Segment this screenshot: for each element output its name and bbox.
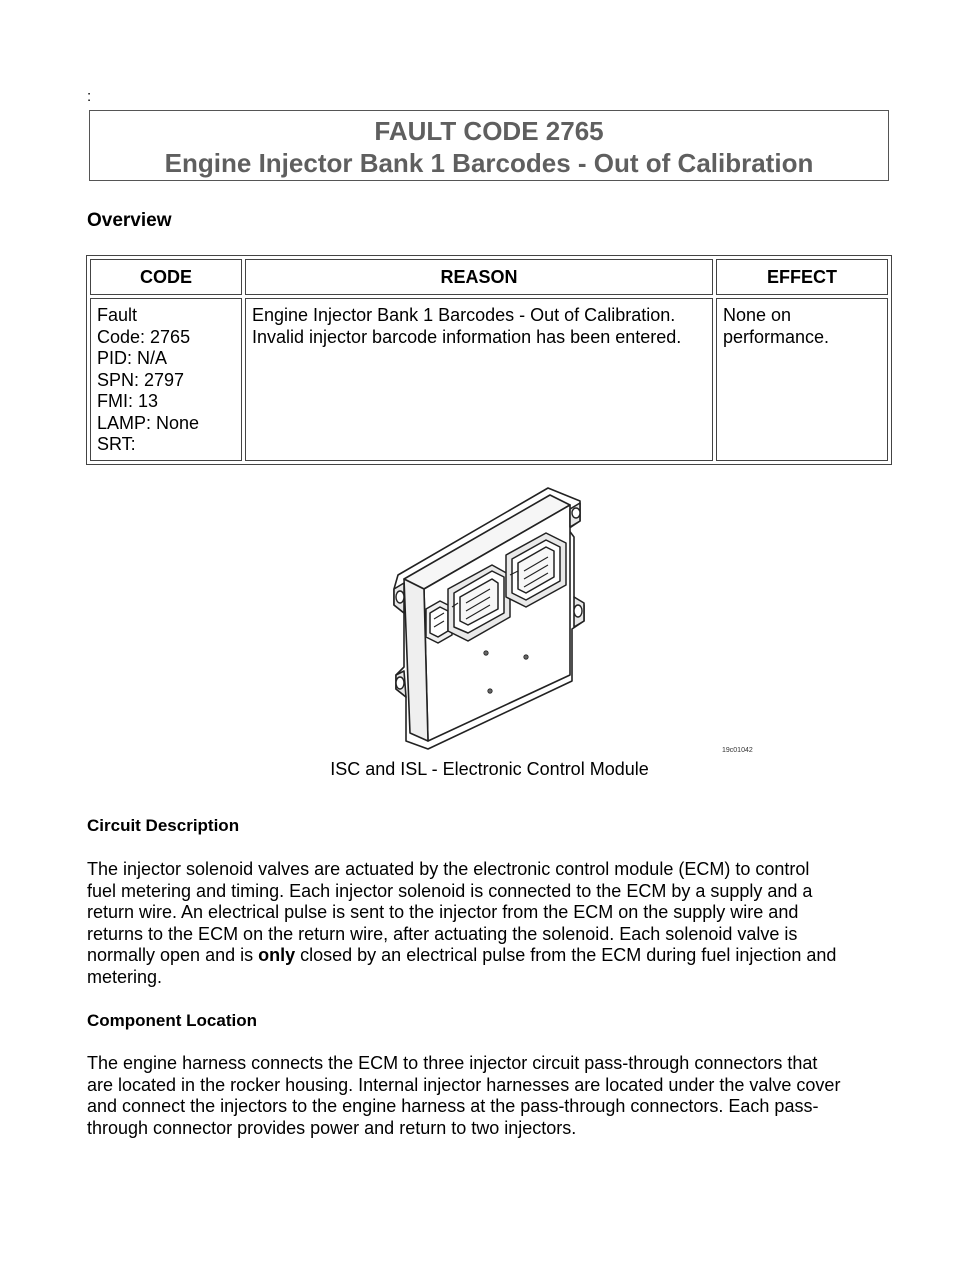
overview-table <box>86 255 892 465</box>
effect-line: None on <box>723 305 792 325</box>
text-line: The engine harness connects the ECM to three injector circuit pass-through connectors that <box>87 1053 818 1073</box>
header-reason: REASON <box>245 259 713 295</box>
code-line: Fault <box>97 305 138 325</box>
top-mark: : <box>87 88 92 105</box>
text-line: return wire. An electrical pulse is sent to the injector from the ECM on the supply wire and <box>87 902 799 922</box>
text-fragment: closed by an electrical pulse from the ECM during fuel injection and <box>295 945 837 965</box>
header-code: CODE <box>90 259 242 295</box>
text-line: returns to the ECM on the return wire, after actuating the solenoid. Each solenoid valve is <box>87 923 798 944</box>
header-effect: EFFECT <box>716 259 888 295</box>
text-line: fuel metering and timing. Each injector solenoid is connected to the ECM by a supply and a <box>87 880 813 901</box>
code-cell <box>90 298 242 461</box>
text-line: The injector solenoid valves are actuated by the electronic control module (ECM) to control <box>87 859 810 879</box>
reason-cell <box>245 298 713 461</box>
code-line: Code: 2765 <box>97 326 191 347</box>
figure-caption: ISC and ISL - Electronic Control Module <box>330 759 649 779</box>
text-line <box>87 945 897 967</box>
overview-heading: Overview <box>87 210 172 231</box>
text-line: metering. <box>87 966 163 987</box>
reason-line: Engine Injector Bank 1 Barcodes - Out of Calibration. <box>252 305 676 325</box>
text-line: and connect the injectors to the engine harness at the pass-through connectors. Each pass- <box>87 1096 819 1116</box>
fault-code-title: FAULT CODE 2765 <box>374 116 604 146</box>
circuit-description-heading: Circuit Description <box>87 816 240 835</box>
circuit-description-text <box>87 859 897 988</box>
text-line: through connector provides power and return to two injectors. <box>87 1117 577 1138</box>
component-location-heading: Component Location <box>87 1011 257 1030</box>
reason-line: Invalid injector barcode information has been entered. <box>252 326 682 347</box>
effect-cell <box>716 298 888 461</box>
code-line: SPN: 2797 <box>97 369 185 390</box>
code-line: LAMP: None <box>97 412 200 433</box>
text-fragment: normally open and is <box>87 945 259 965</box>
table-header-row <box>90 259 888 295</box>
title-box <box>89 110 889 181</box>
effect-line: performance. <box>723 326 830 347</box>
table-row <box>90 298 888 461</box>
ecm-illustration <box>370 485 760 755</box>
text-line: are located in the rocker housing. Internal injector harnesses are located under the valve cover <box>87 1074 841 1095</box>
code-line: SRT: <box>97 434 136 454</box>
emphasis-only: only <box>258 945 296 965</box>
code-line: FMI: 13 <box>97 391 159 411</box>
fault-code-subtitle: Engine Injector Bank 1 Barcodes - Out of Calibration <box>164 148 814 178</box>
code-line: PID: N/A <box>97 348 168 368</box>
figure-ref: 19c01042 <box>722 747 753 754</box>
component-location-text <box>87 1053 897 1139</box>
